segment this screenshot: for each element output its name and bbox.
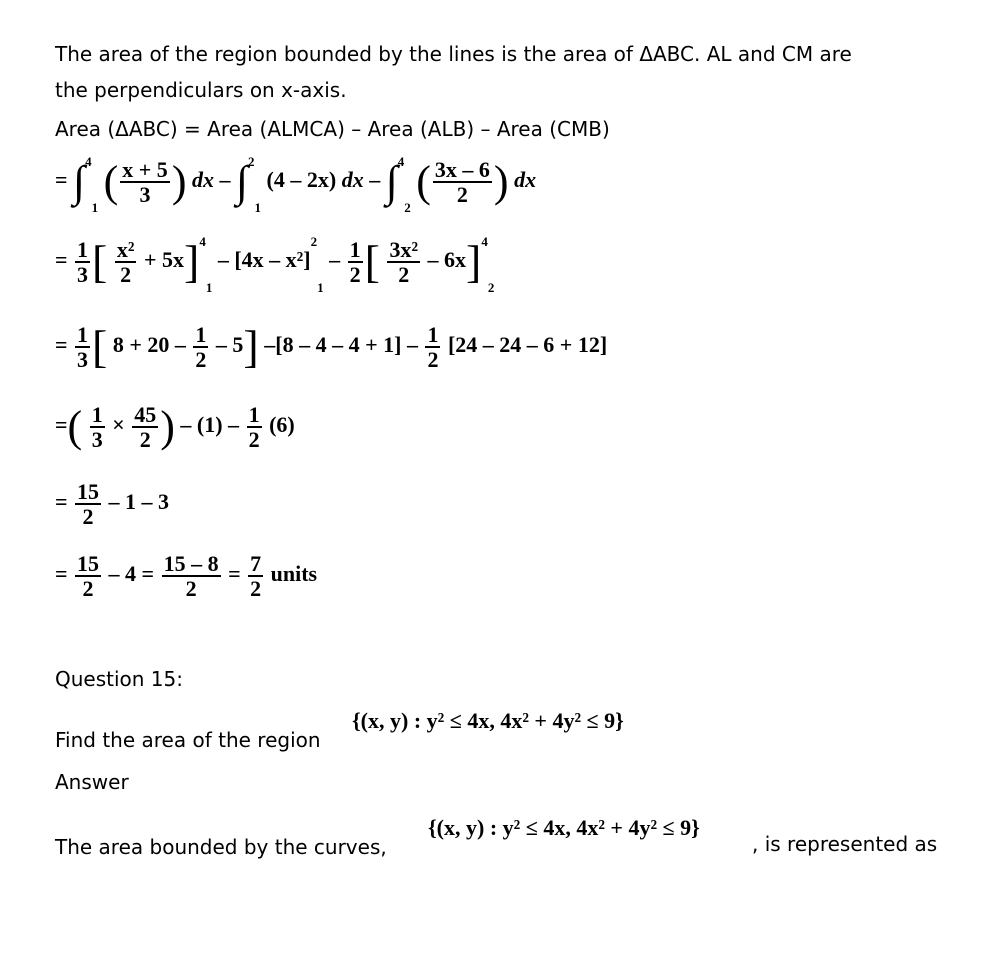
- integral-2-lower: 1: [254, 200, 262, 216]
- intro-line-1: The area of the region bounded by the lines is the area of ΔABC. AL and CM are: [55, 42, 852, 66]
- integral-1-lower: 1: [91, 200, 99, 216]
- answer-label: Answer: [55, 770, 129, 794]
- dx-2: dx: [341, 167, 364, 193]
- antiderivative-step: = $\frac{1}{3}$ [ $\frac{\text{x²}}{2}$ + 5x]$^4_1$ – [4x – x²]$^2_1$ – $\frac{1}{2}$ [ $\frac{\text{3x²}}{2}$ – 6x]$^4_2$: [55, 234, 495, 296]
- integral-sign: ∫: [385, 157, 398, 207]
- equals-sign: =: [55, 167, 68, 193]
- reduce-step: = $\frac{15}{2}$ – 1 – 3: [55, 479, 170, 530]
- question-set: {(x, y) : y² ≤ 4x, 4x² + 4y² ≤ 9}: [352, 708, 624, 733]
- answer-tail: , is represented as: [752, 832, 938, 856]
- dx-1: dx: [191, 167, 214, 193]
- answer-text: The area bounded by the curves,: [55, 835, 387, 859]
- question-label: Question 15:: [55, 667, 183, 691]
- integral-3-lower: 2: [404, 200, 411, 216]
- dx-3: dx: [514, 167, 537, 193]
- question-text: Find the area of the region: [55, 728, 321, 752]
- fraction-1: $\frac{x + 5}{3}$: [122, 157, 168, 208]
- fraction-3: $\frac{3x - 6}{2}$: [434, 157, 490, 208]
- area-equation: Area (ΔABC) = Area (ALMCA) – Area (ALB) – Area (CMB): [55, 117, 610, 141]
- answer-set: {(x, y) : y² ≤ 4x, 4x² + 4y² ≤ 9}: [428, 815, 700, 840]
- integral-2-upper: 2: [248, 154, 255, 169]
- integral-1-upper: 4: [85, 154, 92, 169]
- final-step: = $\frac{15}{2}$ – 4 = $\frac{15 - 8}{2}$ = $\frac{7}{2}$ units: [55, 551, 318, 602]
- integral-3-upper: 4: [397, 154, 405, 169]
- intro-line-2: the perpendiculars on x-axis.: [55, 78, 347, 102]
- integral-sign: ∫: [235, 157, 249, 207]
- middle-term: [4x – x²]: [234, 247, 311, 273]
- integral-step: = ∫$^4_1$ ( $\frac{x + 5}{3}$ ) dx – ∫$^2_1$ (4 – 2x) dx – ∫$^4_2$ ( $\frac{3x - 6}{2}$ ) dx: [55, 154, 537, 216]
- units-label: units: [270, 561, 318, 587]
- integrand-2: (4 – 2x): [266, 167, 337, 193]
- simplify-step: =( $\frac{1}{3}$ × $\frac{45}{2}$ ) – (1) – $\frac{1}{2}$ (6): [55, 402, 295, 453]
- substitution-step: = $\frac{1}{3}$ [ 8 + 20 – $\frac{1}{2}$ – 5] –[8 – 4 – 4 + 1] – $\frac{1}{2}$ [24 – 24 – 6 + 12]: [55, 321, 608, 373]
- integral-sign: ∫: [73, 157, 86, 207]
